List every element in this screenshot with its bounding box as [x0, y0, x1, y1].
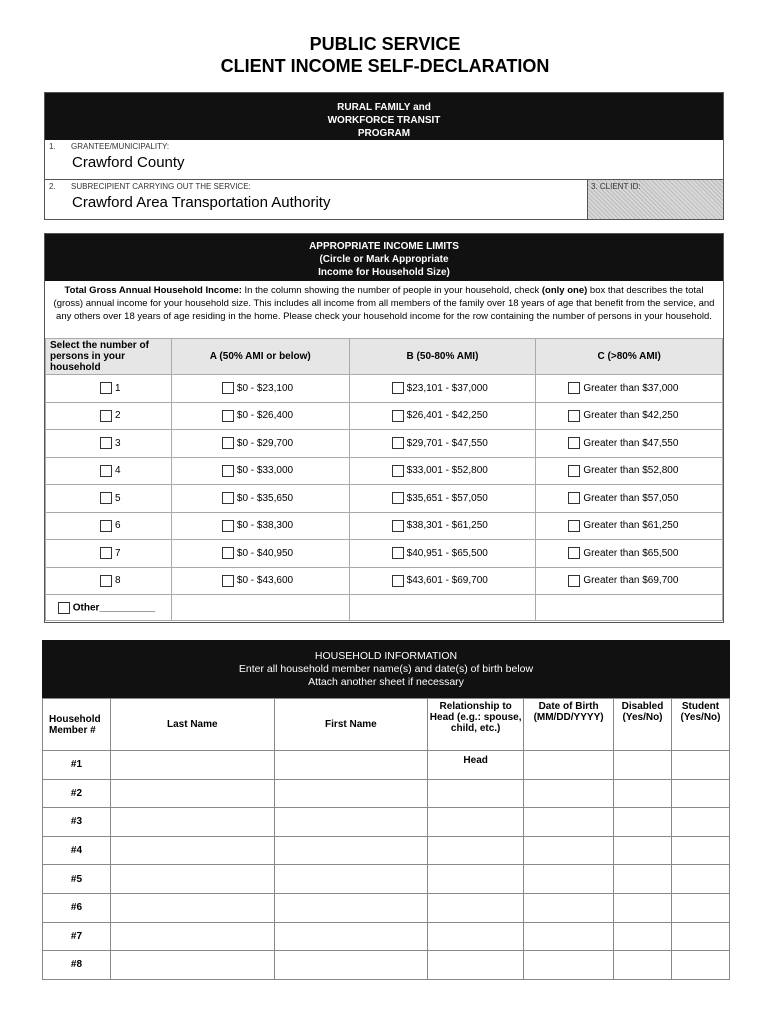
income-instructions — [51, 284, 717, 323]
income-value-b: $29,701 - $47,550 — [406, 437, 488, 449]
checkbox-a-5[interactable] — [222, 492, 234, 504]
income-cell-b — [349, 540, 536, 568]
checkbox-b-3[interactable] — [392, 437, 404, 449]
income-cell-b — [349, 375, 536, 403]
income-value-a: $0 - $35,650 — [236, 492, 294, 504]
income-row — [46, 567, 723, 595]
member-number: #1 — [43, 751, 111, 780]
checkbox-c-6[interactable] — [568, 520, 580, 532]
col-relationship: Relationship to Head (e.g.: spouse, child, etc.) — [428, 699, 524, 751]
checkbox-c-2[interactable] — [568, 410, 580, 422]
student-field[interactable] — [671, 893, 729, 922]
income-value-b: $40,951 - $65,500 — [406, 547, 488, 559]
dob-field[interactable] — [524, 751, 614, 780]
col-disabled: Disabled (Yes/No) — [614, 699, 672, 751]
household-title3: Attach another sheet if necessary — [308, 676, 464, 688]
income-value-c: Greater than $37,000 — [583, 382, 679, 394]
student-field[interactable] — [671, 865, 729, 894]
income-limits-section — [44, 233, 724, 623]
grantee-field[interactable]: Crawford County — [72, 154, 185, 171]
subrecipient-field[interactable]: Crawford Area Transportation Authority — [72, 194, 331, 211]
form-title-line2: CLIENT INCOME SELF-DECLARATION — [220, 56, 550, 76]
member-number: #5 — [43, 865, 111, 894]
income-table — [45, 338, 723, 621]
other-cell — [46, 595, 172, 621]
subrecipient-row — [45, 180, 588, 219]
income-value-persons: 5 — [115, 492, 121, 504]
col-b: B (50-80% AMI) — [349, 339, 536, 375]
income-value-persons: 2 — [115, 410, 121, 422]
income-value-c: Greater than $47,550 — [583, 437, 679, 449]
instr-bold: Total Gross Annual Household Income: — [64, 285, 242, 296]
student-field[interactable] — [671, 951, 729, 980]
dob-field[interactable] — [524, 836, 614, 865]
grantee-row — [45, 140, 723, 180]
income-cell-b — [349, 512, 536, 540]
income-value-c: Greater than $57,050 — [583, 492, 679, 504]
income-cell-b — [349, 567, 536, 595]
income-value-a: $0 - $38,300 — [236, 520, 294, 532]
income-value-persons: 3 — [115, 437, 121, 449]
income-value-a: $0 - $26,400 — [236, 410, 294, 422]
income-cell-c — [536, 512, 723, 540]
income-cell-persons — [46, 402, 172, 430]
dob-field[interactable] — [524, 865, 614, 894]
relationship-field[interactable] — [428, 922, 524, 951]
member-number: #4 — [43, 836, 111, 865]
disabled-field[interactable] — [614, 893, 672, 922]
income-row — [46, 430, 723, 458]
checkbox-a-6[interactable] — [222, 520, 234, 532]
income-header — [45, 234, 723, 281]
income-value-persons: 7 — [115, 547, 121, 559]
relationship-field[interactable] — [428, 893, 524, 922]
checkbox-c-3[interactable] — [568, 437, 580, 449]
instr-bold2: (only one) — [541, 285, 588, 296]
income-value-a: $0 - $23,100 — [236, 382, 294, 394]
income-cell-persons — [46, 567, 172, 595]
first-name-field[interactable] — [274, 836, 428, 865]
checkbox-b-7[interactable] — [392, 547, 404, 559]
other-a[interactable] — [171, 595, 349, 621]
income-table-header — [46, 339, 723, 375]
col-persons: Select the number of persons in your household — [46, 339, 172, 375]
income-row — [46, 485, 723, 513]
dob-field[interactable] — [524, 922, 614, 951]
disabled-field[interactable] — [614, 808, 672, 837]
income-value-b: $38,301 - $61,250 — [406, 520, 488, 532]
member-number: #8 — [43, 951, 111, 980]
checkbox-b-8[interactable] — [392, 575, 404, 587]
income-value-persons: 4 — [115, 465, 121, 477]
checkbox-c-8[interactable] — [568, 575, 580, 587]
income-row — [46, 512, 723, 540]
income-cell-b — [349, 485, 536, 513]
disabled-field[interactable] — [614, 779, 672, 808]
subrecipient-label: SUBRECIPIENT CARRYING OUT THE SERVICE: — [71, 182, 251, 191]
col-c: C (>80% AMI) — [536, 339, 723, 375]
col-a: A (50% AMI or below) — [171, 339, 349, 375]
income-cell-persons — [46, 430, 172, 458]
checkbox-a-4[interactable] — [222, 465, 234, 477]
relationship-field[interactable] — [428, 779, 524, 808]
first-name-field[interactable] — [274, 751, 428, 780]
first-name-field[interactable] — [274, 922, 428, 951]
household-section — [42, 640, 730, 980]
income-cell-persons — [46, 375, 172, 403]
checkbox-a-3[interactable] — [222, 437, 234, 449]
first-name-field[interactable] — [274, 865, 428, 894]
income-title2: (Circle or Mark Appropriate — [319, 254, 449, 265]
other-checkbox[interactable] — [58, 602, 70, 614]
household-row — [43, 836, 730, 865]
checkbox-c-5[interactable] — [568, 492, 580, 504]
last-name-field[interactable] — [110, 751, 274, 780]
income-cell-persons — [46, 457, 172, 485]
income-cell-a — [171, 402, 349, 430]
income-cell-c — [536, 485, 723, 513]
other-b[interactable] — [349, 595, 536, 621]
checkbox-a-2[interactable] — [222, 410, 234, 422]
household-row — [43, 922, 730, 951]
income-value-b: $43,601 - $69,700 — [406, 575, 488, 587]
disabled-field[interactable] — [614, 865, 672, 894]
household-title1: HOUSEHOLD INFORMATION — [314, 650, 458, 662]
student-field[interactable] — [671, 836, 729, 865]
income-cell-persons — [46, 512, 172, 540]
member-number: #3 — [43, 808, 111, 837]
last-name-field[interactable] — [110, 893, 274, 922]
income-cell-c — [536, 540, 723, 568]
checkbox-b-6[interactable] — [392, 520, 404, 532]
income-cell-c — [536, 375, 723, 403]
last-name-field[interactable] — [110, 836, 274, 865]
household-row — [43, 751, 730, 780]
col-student: Student (Yes/No) — [671, 699, 729, 751]
student-field[interactable] — [671, 779, 729, 808]
income-cell-b — [349, 457, 536, 485]
income-value-b: $26,401 - $42,250 — [406, 410, 488, 422]
disabled-field[interactable] — [614, 951, 672, 980]
grantee-num: 1. — [49, 142, 56, 151]
checkbox-a-1[interactable] — [222, 382, 234, 394]
grantee-label: GRANTEE/MUNICIPALITY: — [71, 142, 170, 151]
subrecipient-num: 2. — [49, 182, 56, 191]
program-line2: WORKFORCE TRANSIT — [327, 115, 441, 126]
income-value-b: $23,101 - $37,000 — [406, 382, 488, 394]
checkbox-b-1[interactable] — [392, 382, 404, 394]
income-row — [46, 457, 723, 485]
last-name-field[interactable] — [110, 865, 274, 894]
last-name-field[interactable] — [110, 922, 274, 951]
income-row — [46, 540, 723, 568]
relationship-field[interactable] — [428, 836, 524, 865]
household-row — [43, 779, 730, 808]
income-row — [46, 375, 723, 403]
relationship-field[interactable] — [428, 865, 524, 894]
income-value-c: Greater than $52,800 — [583, 465, 679, 477]
first-name-field[interactable] — [274, 951, 428, 980]
disabled-field[interactable] — [614, 922, 672, 951]
last-name-field[interactable] — [110, 779, 274, 808]
income-cell-c — [536, 457, 723, 485]
income-cell-b — [349, 402, 536, 430]
program-line1: RURAL FAMILY and — [337, 102, 431, 113]
disabled-field[interactable] — [614, 836, 672, 865]
col-last-name: Last Name — [110, 699, 274, 751]
other-row — [46, 595, 723, 621]
household-table — [42, 698, 730, 980]
checkbox-persons-5[interactable] — [100, 492, 112, 504]
col-first-name: First Name — [274, 699, 428, 751]
income-cell-a — [171, 457, 349, 485]
income-value-b: $33,001 - $52,800 — [406, 465, 488, 477]
income-value-a: $0 - $40,950 — [236, 547, 294, 559]
relationship-field[interactable]: Head — [428, 751, 524, 780]
household-title2: Enter all household member name(s) and date(s) of birth below — [238, 663, 534, 675]
income-cell-c — [536, 430, 723, 458]
dob-field[interactable] — [524, 779, 614, 808]
income-cell-persons — [46, 540, 172, 568]
other-c[interactable] — [536, 595, 723, 621]
checkbox-persons-6[interactable] — [100, 520, 112, 532]
income-value-a: $0 - $33,000 — [236, 465, 294, 477]
household-table-header — [43, 699, 730, 751]
household-row — [43, 951, 730, 980]
last-name-field[interactable] — [110, 808, 274, 837]
income-cell-c — [536, 567, 723, 595]
income-value-a: $0 - $43,600 — [236, 575, 294, 587]
checkbox-c-7[interactable] — [568, 547, 580, 559]
income-value-b: $35,651 - $57,050 — [406, 492, 488, 504]
checkbox-persons-1[interactable] — [100, 382, 112, 394]
income-value-c: Greater than $69,700 — [583, 575, 679, 587]
col-dob: Date of Birth (MM/DD/YYYY) — [524, 699, 614, 751]
income-value-c: Greater than $42,250 — [583, 410, 679, 422]
income-title1: APPROPRIATE INCOME LIMITS — [309, 241, 459, 252]
income-value-a: $0 - $29,700 — [236, 437, 294, 449]
checkbox-persons-7[interactable] — [100, 547, 112, 559]
checkbox-b-2[interactable] — [392, 410, 404, 422]
checkbox-b-5[interactable] — [392, 492, 404, 504]
income-cell-c — [536, 402, 723, 430]
checkbox-persons-4[interactable] — [100, 465, 112, 477]
household-row — [43, 865, 730, 894]
member-number: #2 — [43, 779, 111, 808]
income-title3: Income for Household Size) — [318, 267, 450, 278]
income-cell-a — [171, 485, 349, 513]
student-field[interactable] — [671, 808, 729, 837]
household-row — [43, 893, 730, 922]
relationship-field[interactable] — [428, 808, 524, 837]
col-member: Household Member # — [43, 699, 111, 751]
program-header — [45, 93, 723, 140]
dob-field[interactable] — [524, 893, 614, 922]
checkbox-a-7[interactable] — [222, 547, 234, 559]
checkbox-persons-8[interactable] — [100, 575, 112, 587]
dob-field[interactable] — [524, 951, 614, 980]
income-cell-b — [349, 430, 536, 458]
client-id-field[interactable] — [588, 180, 723, 219]
income-cell-a — [171, 540, 349, 568]
income-cell-persons — [46, 485, 172, 513]
income-cell-a — [171, 512, 349, 540]
disabled-field[interactable] — [614, 751, 672, 780]
checkbox-a-8[interactable] — [222, 575, 234, 587]
household-header — [42, 640, 730, 698]
instr-part2: box that describes the total (gross) annual income for your household size. This includes all income from all members of the family over 18 years of age that benefit from the service, and any others over 18 years of age residing in the home. Please check your household income for the row containing the number of persons in your household. — [53, 285, 715, 322]
form-title-line1: PUBLIC SERVICE — [309, 34, 461, 54]
checkbox-persons-2[interactable] — [100, 410, 112, 422]
other-label: Other__________ — [72, 602, 156, 614]
income-cell-a — [171, 567, 349, 595]
program-line3: PROGRAM — [357, 128, 411, 139]
program-info-section — [44, 92, 724, 220]
income-cell-a — [171, 375, 349, 403]
student-field[interactable] — [671, 751, 729, 780]
income-value-persons: 6 — [115, 520, 121, 532]
income-value-persons: 1 — [115, 382, 121, 394]
household-row — [43, 808, 730, 837]
income-value-persons: 8 — [115, 575, 121, 587]
last-name-field[interactable] — [110, 951, 274, 980]
income-value-c: Greater than $61,250 — [583, 520, 679, 532]
instr-part1: In the column showing the number of people in your household, check — [241, 285, 542, 296]
income-row — [46, 402, 723, 430]
income-value-c: Greater than $65,500 — [583, 547, 679, 559]
dob-field[interactable] — [524, 808, 614, 837]
checkbox-b-4[interactable] — [392, 465, 404, 477]
client-id-label: 3. CLIENT ID: — [591, 182, 641, 191]
checkbox-c-1[interactable] — [568, 382, 580, 394]
member-number: #6 — [43, 893, 111, 922]
first-name-field[interactable] — [274, 808, 428, 837]
relationship-field[interactable] — [428, 951, 524, 980]
member-number: #7 — [43, 922, 111, 951]
checkbox-c-4[interactable] — [568, 465, 580, 477]
first-name-field[interactable] — [274, 779, 428, 808]
income-cell-a — [171, 430, 349, 458]
student-field[interactable] — [671, 922, 729, 951]
first-name-field[interactable] — [274, 893, 428, 922]
checkbox-persons-3[interactable] — [100, 437, 112, 449]
